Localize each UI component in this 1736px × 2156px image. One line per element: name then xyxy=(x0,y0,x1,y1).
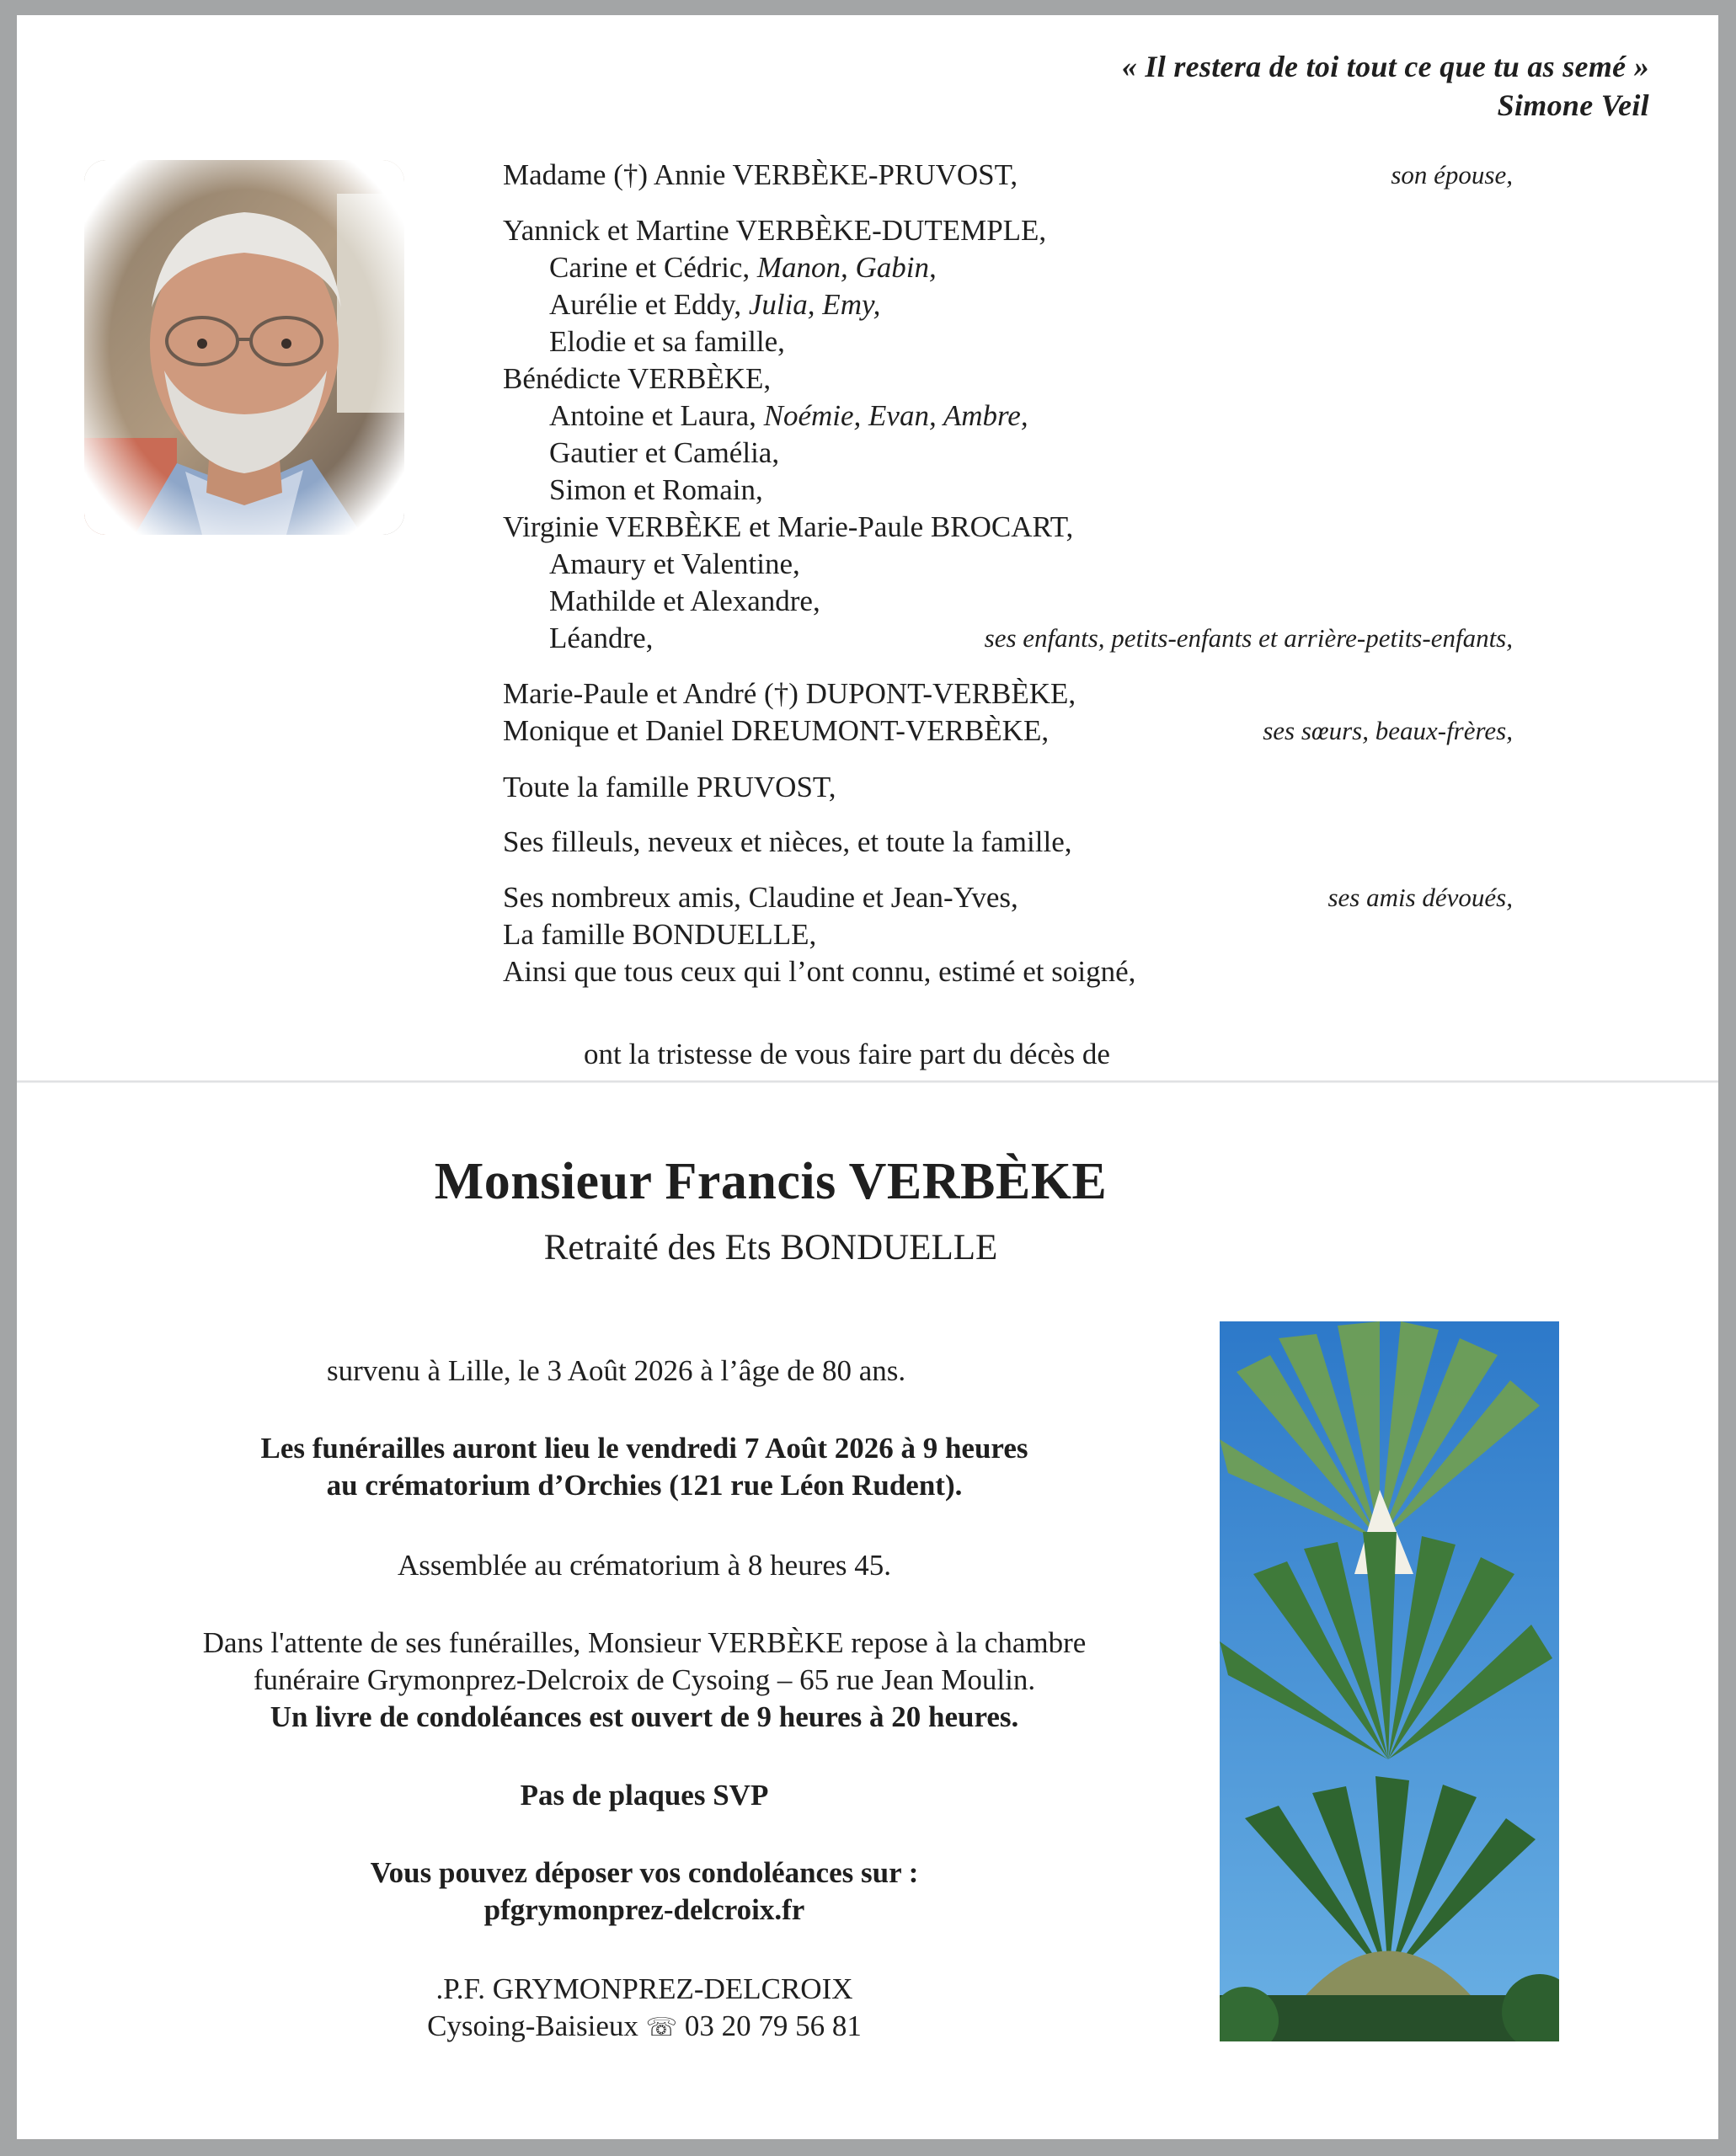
family-line: Amaury et Valentine, xyxy=(549,547,800,580)
phone-number: 03 20 79 56 81 xyxy=(684,2009,862,2042)
epigraph-author: Simone Veil xyxy=(1497,88,1649,122)
family-line: Ses nombreux amis, Claudine et Jean-Yves, xyxy=(503,881,1018,914)
family-text: Marie-Paule et André ( xyxy=(503,677,774,710)
cross-icon: † xyxy=(622,158,638,191)
cross-icon: † xyxy=(773,677,789,710)
relation-spouse: son épouse, xyxy=(1391,160,1513,189)
family-line: Monique et Daniel DREUMONT-VERBÈKE, xyxy=(503,714,1050,747)
funeral-home-name: .P.F. GRYMONPREZ-DELCROIX xyxy=(435,1972,853,2005)
condolence-website: pfgrymonprez-delcroix.fr xyxy=(483,1893,805,1926)
family-text: ) Annie VERBÈKE-PRUVOST, xyxy=(638,158,1018,191)
phone-icon: ☏ xyxy=(645,2014,678,2041)
family-line-spouse xyxy=(503,157,1018,194)
family-line: Elodie et sa famille, xyxy=(549,325,785,358)
condolence-book: Un livre de condoléances est ouvert de 9 heures à 20 heures. xyxy=(270,1700,1019,1733)
family-text: Noémie, Evan, Ambre, xyxy=(763,399,1028,432)
family-line xyxy=(549,286,880,323)
family-line: Mathilde et Alexandre, xyxy=(549,584,820,617)
family-text: ) DUPONT-VERBÈKE, xyxy=(788,677,1076,710)
family-line: Ainsi que tous ceux qui l’ont connu, estimé et soigné, xyxy=(503,955,1136,988)
family-line: Gautier et Camélia, xyxy=(549,436,780,469)
family-text: Manon, Gabin, xyxy=(756,251,937,284)
fold-line xyxy=(17,1081,1718,1083)
no-plaques: Pas de plaques SVP xyxy=(520,1779,769,1812)
obituary-card xyxy=(17,15,1718,2139)
funeral-info-1: Les funérailles auront lieu le vendredi 7 Août 2026 à 9 heures xyxy=(260,1432,1028,1465)
family-line xyxy=(549,249,937,286)
family-text: Aurélie et Eddy, xyxy=(549,288,749,321)
assembly-info: Assemblée au crématorium à 8 heures 45. xyxy=(397,1549,892,1582)
family-text: Madame ( xyxy=(503,158,623,191)
family-line xyxy=(503,675,1076,712)
funeral-info-2: au crématorium d’Orchies (121 rue Léon Rudent). xyxy=(326,1469,963,1502)
family-text: Julia, Emy, xyxy=(748,288,881,321)
relation-friends: ses amis dévoués, xyxy=(1327,883,1513,912)
deceased-subtitle: Retraité des Ets BONDUELLE xyxy=(543,1228,998,1267)
family-line: Virginie VERBÈKE et Marie-Paule BROCART, xyxy=(503,510,1074,543)
family-line: Ses filleuls, neveux et nièces, et toute la famille, xyxy=(503,825,1072,858)
funeral-home-contact xyxy=(17,2008,1272,2047)
announcement: ont la tristesse de vous faire part du décès de xyxy=(584,1038,1110,1070)
deceased-name: Monsieur Francis VERBÈKE xyxy=(434,1153,1108,1210)
portrait-photo xyxy=(84,160,404,535)
family-line: Léandre, xyxy=(549,622,654,654)
relation-children: ses enfants, petits-enfants et arrière-petits-enfants, xyxy=(984,623,1513,653)
family-text: Carine et Cédric, xyxy=(549,251,757,284)
condolence-info: Vous pouvez déposer vos condoléances sur : xyxy=(370,1856,919,1889)
family-line: Yannick et Martine VERBÈKE-DUTEMPLE, xyxy=(503,214,1047,247)
family-line: Simon et Romain, xyxy=(549,473,763,506)
family-text: Antoine et Laura, xyxy=(549,399,764,432)
family-line xyxy=(549,398,1028,435)
palm-photo xyxy=(1220,1321,1559,2041)
family-line: Toute la famille PRUVOST, xyxy=(503,771,836,803)
relation-siblings: ses sœurs, beaux-frères, xyxy=(1263,716,1513,745)
family-line: Bénédicte VERBÈKE, xyxy=(503,362,772,395)
family-line: La famille BONDUELLE, xyxy=(503,918,817,951)
funeral-home-place: Cysoing-Baisieux xyxy=(427,2009,638,2042)
rest-info-2: funéraire Grymonprez-Delcroix de Cysoing – 65 rue Jean Moulin. xyxy=(253,1663,1036,1696)
death-info: survenu à Lille, le 3 Août 2026 à l’âge de 80 ans. xyxy=(327,1354,906,1387)
epigraph-quote: « Il restera de toi tout ce que tu as semé » xyxy=(1121,50,1649,83)
rest-info-1: Dans l'attente de ses funérailles, Monsieur VERBÈKE repose à la chambre xyxy=(202,1626,1087,1659)
